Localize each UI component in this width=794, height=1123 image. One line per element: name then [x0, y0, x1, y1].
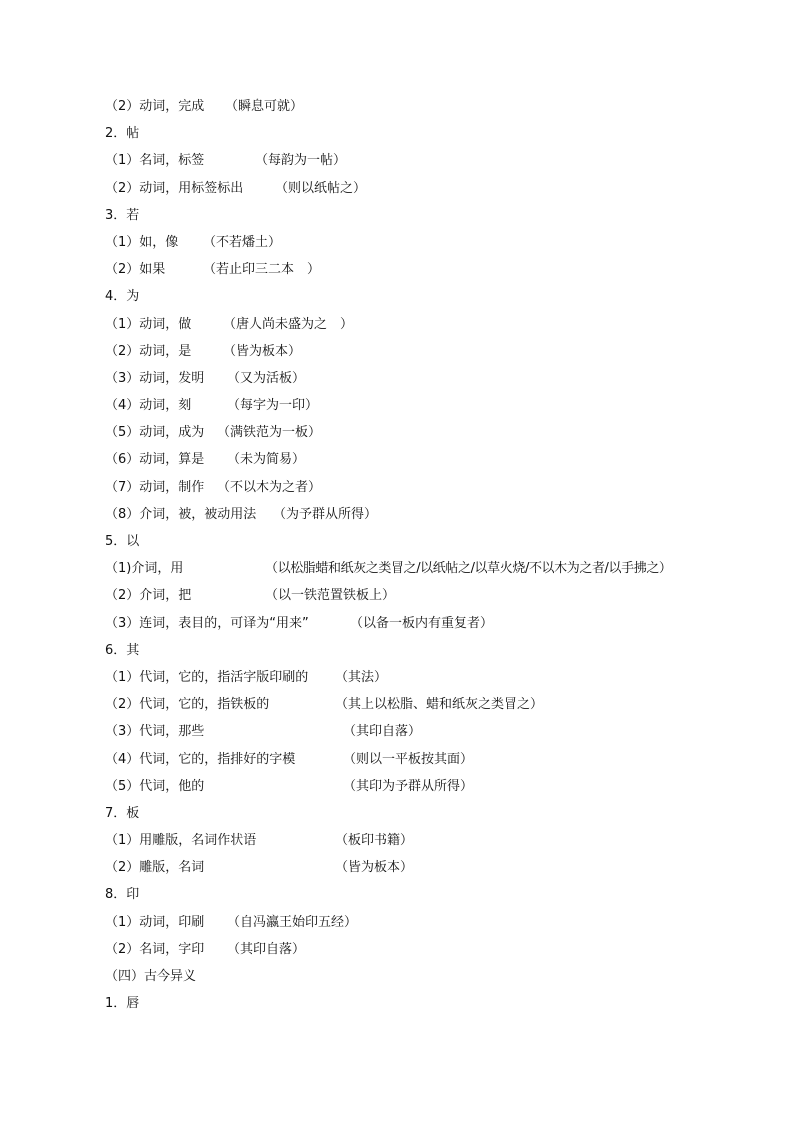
word-heading	[105, 202, 745, 229]
list-item	[105, 936, 745, 963]
item-meaning: （5）代词，他的	[105, 778, 205, 794]
section-heading	[105, 963, 745, 990]
item-meaning: （3）动词，发明	[105, 370, 205, 386]
item-example: （其印自落）	[343, 724, 422, 740]
item-meaning: （4）代词，它的，指排好的字模	[105, 751, 296, 767]
list-item	[105, 909, 745, 936]
item-meaning: （1)介词，用	[105, 561, 184, 577]
item-example: （其印为予群从所得）	[343, 778, 474, 794]
item-example: （每字为一印）	[227, 398, 319, 414]
word-heading	[105, 800, 745, 827]
item-example: （瞬息可就）	[225, 99, 304, 114]
item-meaning: （5）动词，成为	[105, 425, 205, 441]
list-item	[105, 256, 745, 283]
list-item	[105, 582, 745, 609]
heading-text: 5．以	[105, 534, 140, 549]
item-meaning: （2）动词，用标签标出	[105, 180, 244, 196]
word-heading	[105, 637, 745, 664]
item-example: （若止印三二本 ）	[203, 262, 321, 278]
heading-text: 7．板	[105, 805, 140, 821]
item-meaning: （8）介词，被，被动用法	[105, 506, 257, 522]
list-item	[105, 175, 745, 202]
item-example: （不以木为之者）	[217, 479, 322, 495]
item-meaning: （1）如，像	[105, 234, 179, 250]
word-heading	[105, 120, 745, 147]
list-item	[105, 419, 745, 446]
item-example: （又为活板）	[227, 370, 306, 386]
heading-text: 2．帖	[105, 126, 140, 142]
item-meaning: （2）名词，字印	[105, 941, 205, 957]
list-item	[105, 718, 745, 745]
item-example: （皆为板本）	[223, 343, 302, 359]
item-meaning: （2）如果	[105, 262, 166, 278]
item-example: （则以纸帖之）	[275, 180, 367, 196]
item-meaning: （1）动词，做	[105, 316, 192, 332]
word-heading	[105, 528, 745, 555]
list-item	[105, 746, 745, 773]
item-meaning: （2）动词，是	[105, 343, 192, 359]
list-item	[105, 773, 745, 800]
heading-text: （四）古今异义	[105, 969, 197, 984]
item-meaning: （7）动词，制作	[105, 479, 205, 495]
item-example: （满铁范为一板）	[217, 425, 322, 441]
item-meaning: （1）动词，印刷	[105, 914, 205, 930]
item-example: （其印自落）	[227, 941, 306, 957]
heading-text: 4．为	[105, 289, 140, 305]
list-item	[105, 474, 745, 501]
list-item	[105, 93, 745, 120]
heading-text: 8．印	[105, 887, 140, 903]
item-example: （不若燔土）	[203, 234, 282, 250]
item-meaning: （1）名词，标签	[105, 153, 205, 169]
word-heading	[105, 881, 745, 908]
item-example: （皆为板本）	[335, 860, 414, 876]
list-item	[105, 610, 745, 637]
item-meaning: （2）代词，它的，指铁板的	[105, 697, 270, 713]
word-heading	[105, 990, 745, 1017]
item-example: （自冯瀛王始印五经）	[227, 914, 358, 930]
list-item	[105, 664, 745, 691]
item-example: （以一铁范置铁板上）	[265, 588, 396, 604]
list-item	[105, 555, 745, 582]
item-example: （以松脂蜡和纸灰之类冒之/以纸帖之/以草火烧/不以木为之者/以手拂之）	[265, 561, 672, 577]
list-item	[105, 147, 745, 174]
item-meaning: （6）动词，算是	[105, 452, 205, 468]
list-item	[105, 392, 745, 419]
list-item	[105, 827, 745, 854]
list-item	[105, 229, 745, 256]
list-item	[105, 365, 745, 392]
item-meaning: （1）代词，它的，指活字版印刷的	[105, 669, 309, 685]
item-meaning: （1）用雕版，名词作状语	[105, 833, 257, 849]
heading-text: 6．其	[105, 642, 140, 658]
list-item	[105, 311, 745, 338]
item-meaning: （2）动词，完成	[105, 99, 205, 114]
item-meaning: （3）代词，那些	[105, 724, 205, 740]
list-item	[105, 501, 745, 528]
item-example: （唐人尚未盛为之 ）	[223, 316, 354, 332]
heading-text: 1．唇	[105, 996, 140, 1012]
item-example: （为予群从所得）	[273, 506, 378, 522]
item-example: （其法）	[335, 669, 388, 685]
list-item	[105, 446, 745, 473]
item-example: （未为简易）	[227, 452, 306, 468]
item-example: （板印书籍）	[335, 833, 414, 849]
list-item	[105, 338, 745, 365]
item-meaning: （2）雕版，名词	[105, 860, 205, 876]
document-body	[105, 93, 745, 1017]
word-heading	[105, 283, 745, 310]
list-item	[105, 854, 745, 881]
item-example: （每韵为一帖）	[255, 153, 347, 169]
list-item	[105, 691, 745, 718]
item-example: （其上以松脂、蜡和纸灰之类冒之）	[335, 697, 544, 713]
item-example: （以备一板内有重复者）	[350, 615, 494, 631]
item-meaning: （3）连词，表目的，可译为“用来”	[105, 615, 309, 631]
item-meaning: （4）动词，刻	[105, 398, 192, 414]
item-example: （则以一平板按其面）	[343, 751, 474, 767]
heading-text: 3．若	[105, 207, 140, 223]
item-meaning: （2）介词，把	[105, 588, 192, 604]
